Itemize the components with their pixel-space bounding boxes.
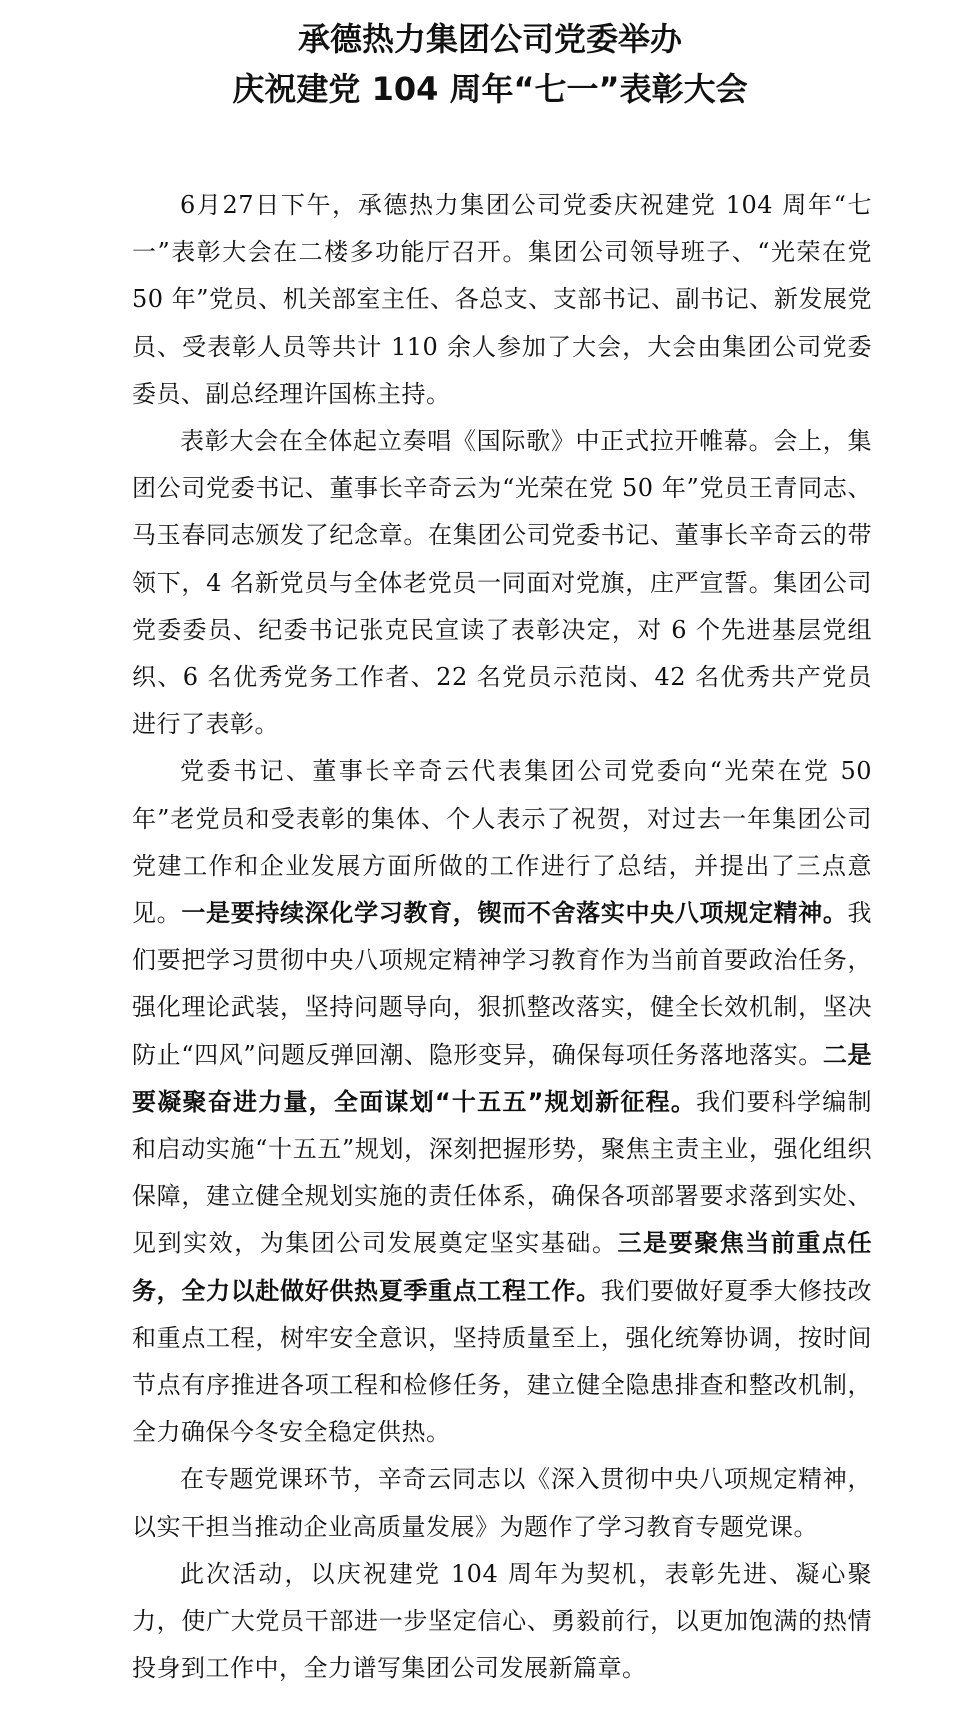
paragraph-4: 在专题党课环节，辛奇云同志以《深入贯彻中央八项规定精神，以实干担当推动企业高质量发展》为题作了学习教育专题党课。 [132, 1465, 872, 1541]
paragraph-3 [132, 748, 872, 1456]
paragraph-2: 表彰大会在全体起立奏唱《国际歌》中正式拉开帷幕。会上，集团公司党委书记、董事长辛奇云为“光荣在党 50 年”党员王青同志、马玉春同志颁发了纪念章。在集团公司党委书记、董事长辛奇云的带领下，4 名新党员与全体老党员一同面对党旗，庄严宣誓。集团公司党委委员、纪委书记张克民宣读了表彰决定，对 6 个先进基层党组织、6 名优秀党务工作者、22 名党员示范岗、42 名优秀共产党员进行了表彰。 [132, 427, 872, 739]
point-1-body: 我们要把学习贯彻中央八项规定精神学习教育作为当前首要政治任务，强化理论武装，坚持问题导向，狠抓整改落实，健全长效机制，坚决防止“四风”问题反弹回潮、隐形变异，确保每项任务落地落实。 [132, 899, 873, 1069]
point-3-heading: 三是要聚焦当前重点任务，全力以赴做好供热夏季重点工程工作。 [132, 1229, 873, 1305]
article-title [132, 14, 872, 114]
title-line-1: 承德热力集团公司党委举办 [297, 20, 682, 58]
paragraph-5: 此次活动，以庆祝建党 104 周年为契机，表彰先进、凝心聚力，使广大党员干部进一步坚定信心、勇毅前行，以更加饱满的热情投身到工作中，全力谱写集团公司发展新篇章。 [132, 1559, 872, 1683]
paragraph-1: 6月27日下午，承德热力集团公司党委庆祝建党 104 周年“七一”表彰大会在二楼多功能厅召开。集团公司领导班子、“光荣在党 50 年”党员、机关部室主任、各总支、支部书记、副书记、新发展党员、受表彰人员等共计 110 余人参加了大会，大会由集团公司党委委员、副总经理许国栋主持。 [132, 191, 872, 408]
point-2-body: 我们要科学编制和启动实施“十五五”规划，深刻把握形势，聚焦主责主业，强化组织保障，建立健全规划实施的责任体系，确保各项部署要求落到实处、见到实效，为集团公司发展奠定坚实基础。 [132, 1087, 873, 1258]
paragraph-3-intro: 党委书记、董事长辛奇云代表集团公司党委向“光荣在党 50 年”老党员和受表彰的集体、个人表示了祝贺，对过去一年集团公司党建工作和企业发展方面所做的工作进行了总结，并提出了三点意见。 [132, 757, 872, 928]
title-line-2: 庆祝建党 104 周年“七一”表彰大会 [232, 70, 748, 108]
point-3-body: 我们要做好夏季大修技改和重点工程，树牢安全意识，坚持质量至上，强化统筹协调，按时间节点有序推进各项工程和检修任务，建立健全隐患排查和整改机制，全力确保今冬安全稳定供热。 [132, 1276, 873, 1447]
point-2-heading: 二是要凝聚奋进力量，全面谋划“十五五”规划新征程。 [132, 1040, 872, 1116]
point-1-heading: 一是要持续深化学习教育，锲而不舍落实中央八项规定精神。 [181, 899, 848, 928]
